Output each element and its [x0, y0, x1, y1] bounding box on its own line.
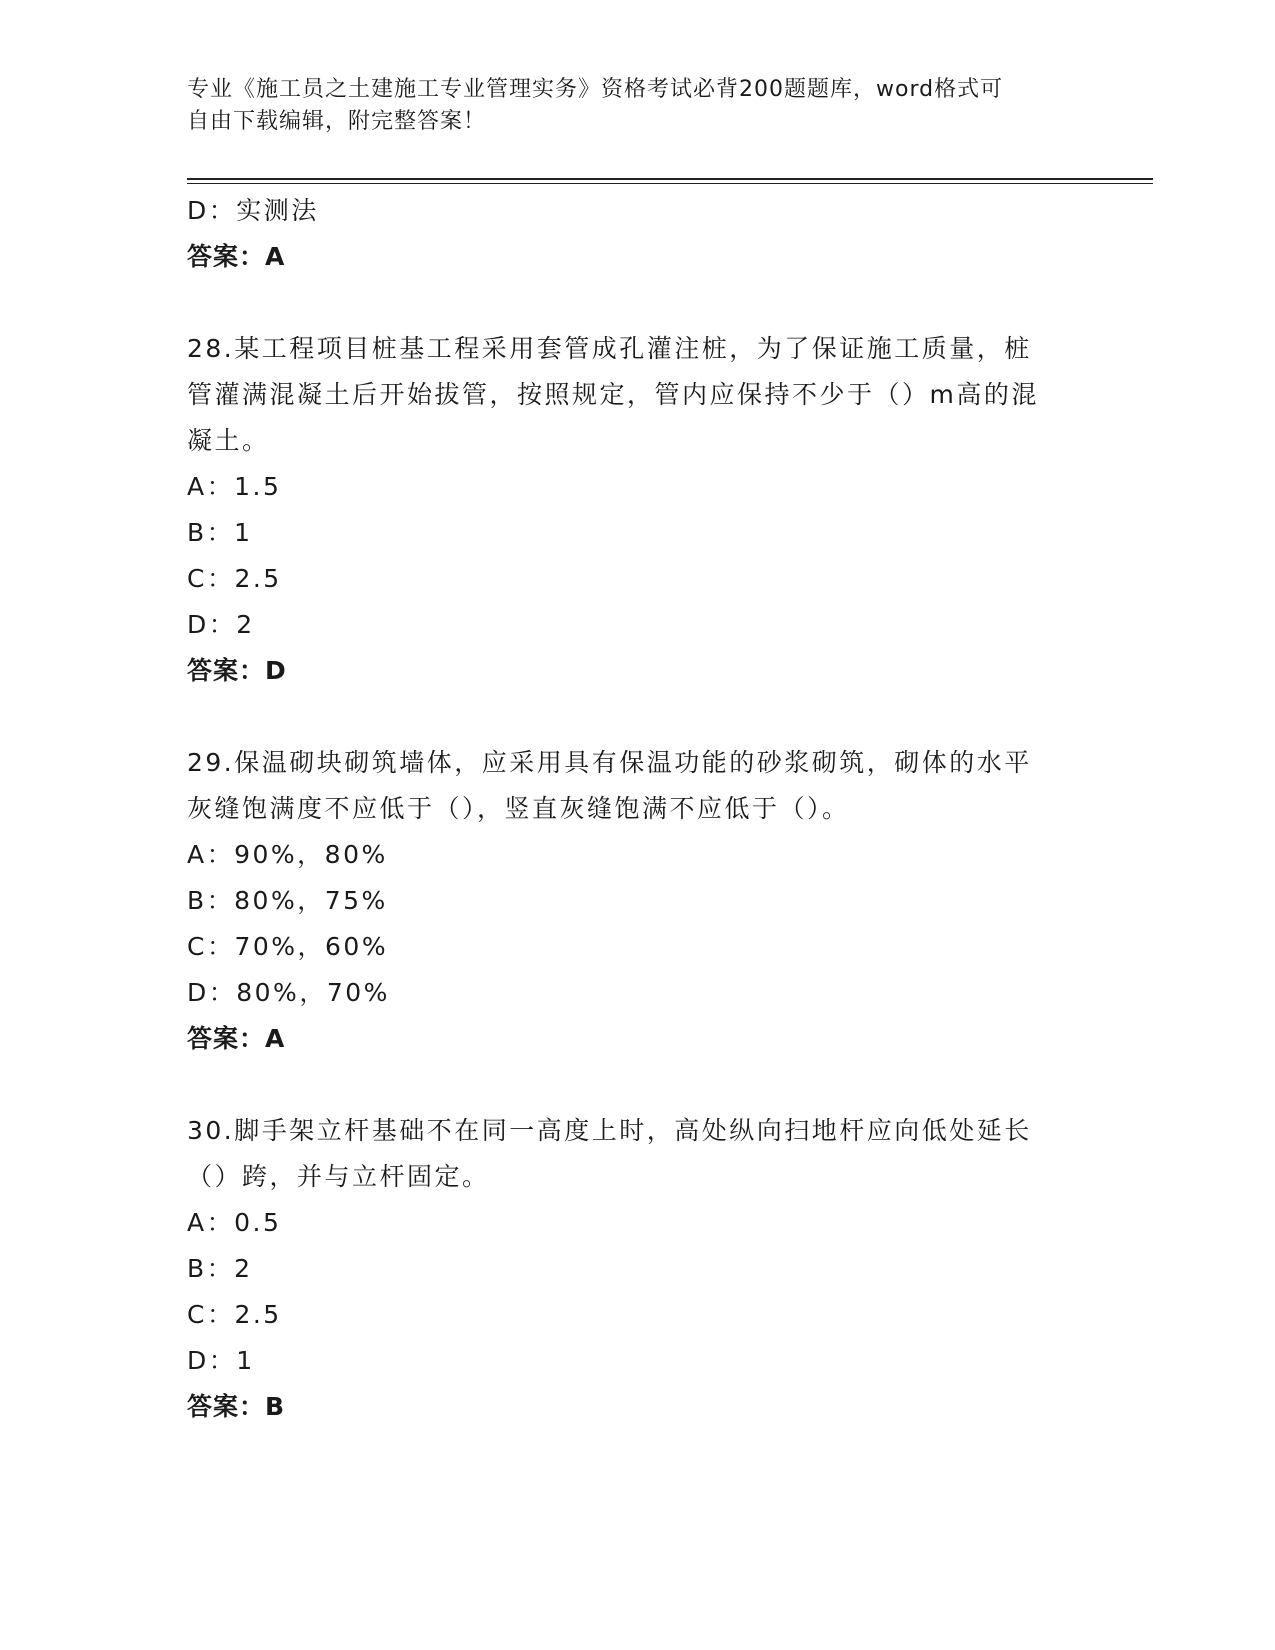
answer: 答案：D: [187, 656, 287, 685]
question-stem-line: 29.保温砌块砌筑墙体，应采用具有保温功能的砂浆砌筑，砌体的水平: [187, 748, 1032, 777]
question-list: [187, 188, 1087, 1430]
document-header: [187, 74, 1067, 138]
header-divider: [187, 178, 1153, 180]
question-30: [187, 1108, 1087, 1430]
answer: 答案：A: [187, 242, 286, 271]
option-d: D：实测法: [187, 196, 319, 225]
option-a: A：90%，80%: [187, 840, 388, 869]
option-d: D：2: [187, 610, 255, 639]
header-divider-thin: [187, 183, 1153, 184]
header-line-1: 专业《施工员之土建施工专业管理实务》资格考试必背200题题库，word格式可: [187, 77, 1004, 102]
option-c: C：70%，60%: [187, 932, 389, 961]
header-line-2: 自由下载编辑，附完整答案！: [187, 109, 487, 134]
question-28: [187, 326, 1087, 694]
option-a: A：0.5: [187, 1208, 282, 1237]
question-stem-line: 管灌满混凝土后开始拔管，按照规定，管内应保持不少于（）m高的混: [187, 380, 1039, 409]
question-stem-line: 灰缝饱满度不应低于（），竖直灰缝饱满不应低于（）。: [187, 794, 850, 823]
option-d: D：80%，70%: [187, 978, 390, 1007]
answer: 答案：A: [187, 1024, 286, 1053]
option-b: B：1: [187, 518, 253, 547]
question-29: [187, 740, 1087, 1062]
option-d: D：1: [187, 1346, 255, 1375]
question-stem-line: 30.脚手架立杆基础不在同一高度上时，高处纵向扫地杆应向低处延长: [187, 1116, 1032, 1145]
question-stem-line: 28.某工程项目桩基工程采用套管成孔灌注桩，为了保证施工质量，桩: [187, 334, 1032, 363]
option-b: B：2: [187, 1254, 253, 1283]
option-a: A：1.5: [187, 472, 282, 501]
question-stem-line: 凝土。: [187, 426, 270, 455]
option-c: C：2.5: [187, 1300, 282, 1329]
option-b: B：80%，75%: [187, 886, 388, 915]
option-c: C：2.5: [187, 564, 282, 593]
question-stem-line: （）跨，并与立杆固定。: [187, 1162, 490, 1191]
answer: 答案：B: [187, 1392, 286, 1421]
